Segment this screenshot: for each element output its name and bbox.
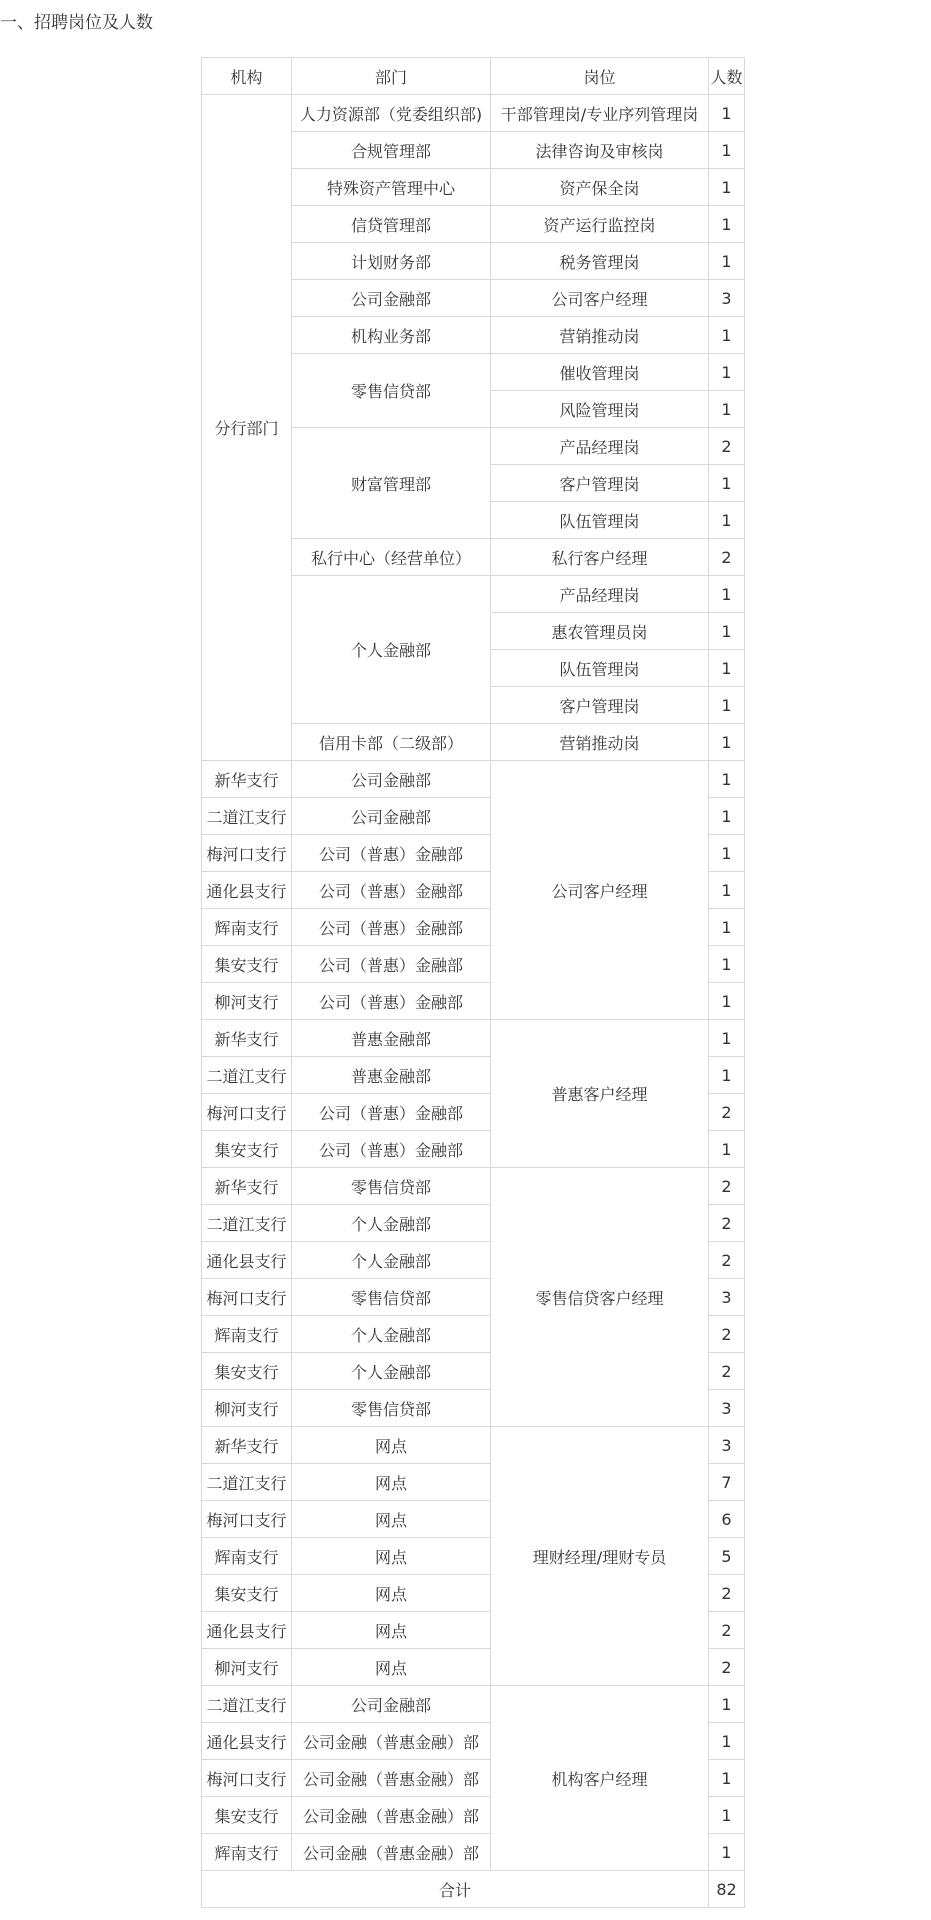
header-count: 人数	[709, 58, 745, 95]
cell-position: 营销推动岗	[491, 724, 709, 761]
cell-org: 通化县支行	[202, 1242, 292, 1279]
cell-position: 资产运行监控岗	[491, 206, 709, 243]
cell-dept: 公司金融部	[292, 798, 491, 835]
cell-org: 集安支行	[202, 946, 292, 983]
cell-position: 队伍管理岗	[491, 502, 709, 539]
cell-org: 梅河口支行	[202, 835, 292, 872]
cell-dept: 零售信贷部	[292, 1168, 491, 1205]
cell-count: 1	[709, 798, 745, 835]
cell-org: 二道江支行	[202, 1205, 292, 1242]
cell-org: 二道江支行	[202, 1464, 292, 1501]
cell-count: 1	[709, 724, 745, 761]
cell-position: 公司客户经理	[491, 761, 709, 1020]
cell-dept: 零售信贷部	[292, 354, 491, 428]
cell-position: 客户管理岗	[491, 465, 709, 502]
cell-count: 1	[709, 1760, 745, 1797]
cell-dept: 公司金融（普惠金融）部	[292, 1723, 491, 1760]
cell-position: 私行客户经理	[491, 539, 709, 576]
cell-count: 1	[709, 687, 745, 724]
header-dept: 部门	[292, 58, 491, 95]
cell-count: 1	[709, 317, 745, 354]
cell-position: 客户管理岗	[491, 687, 709, 724]
cell-org: 二道江支行	[202, 1057, 292, 1094]
cell-count: 2	[709, 1168, 745, 1205]
cell-count: 1	[709, 761, 745, 798]
cell-dept: 公司金融部	[292, 1686, 491, 1723]
table-row	[202, 1686, 745, 1723]
cell-count: 3	[709, 1427, 745, 1464]
cell-dept: 公司金融部	[292, 280, 491, 317]
cell-dept: 个人金融部	[292, 1205, 491, 1242]
cell-org: 辉南支行	[202, 1316, 292, 1353]
cell-count: 7	[709, 1464, 745, 1501]
cell-org: 辉南支行	[202, 909, 292, 946]
cell-count: 1	[709, 909, 745, 946]
cell-org: 通化县支行	[202, 872, 292, 909]
cell-org: 通化县支行	[202, 1723, 292, 1760]
cell-count: 1	[709, 650, 745, 687]
cell-count: 5	[709, 1538, 745, 1575]
cell-count: 1	[709, 983, 745, 1020]
cell-count: 2	[709, 1242, 745, 1279]
cell-count: 1	[709, 1686, 745, 1723]
cell-count: 1	[709, 206, 745, 243]
cell-dept: 私行中心（经营单位）	[292, 539, 491, 576]
cell-count: 1	[709, 1057, 745, 1094]
cell-org: 梅河口支行	[202, 1279, 292, 1316]
cell-count: 1	[709, 465, 745, 502]
cell-position: 产品经理岗	[491, 428, 709, 465]
cell-org: 集安支行	[202, 1353, 292, 1390]
cell-dept: 网点	[292, 1612, 491, 1649]
cell-count: 1	[709, 946, 745, 983]
cell-org: 梅河口支行	[202, 1760, 292, 1797]
cell-org: 二道江支行	[202, 798, 292, 835]
cell-dept: 零售信贷部	[292, 1390, 491, 1427]
header-position: 岗位	[491, 58, 709, 95]
cell-position: 惠农管理员岗	[491, 613, 709, 650]
cell-position: 零售信贷客户经理	[491, 1168, 709, 1427]
cell-count: 2	[709, 1612, 745, 1649]
cell-org: 梅河口支行	[202, 1094, 292, 1131]
cell-dept: 人力资源部（党委组织部)	[292, 95, 491, 132]
cell-count: 3	[709, 1390, 745, 1427]
cell-count: 2	[709, 1353, 745, 1390]
cell-org: 通化县支行	[202, 1612, 292, 1649]
cell-org: 集安支行	[202, 1131, 292, 1168]
cell-dept: 财富管理部	[292, 428, 491, 539]
cell-count: 2	[709, 1649, 745, 1686]
cell-dept: 公司（普惠）金融部	[292, 835, 491, 872]
cell-count: 6	[709, 1501, 745, 1538]
table-header-row	[202, 58, 745, 95]
cell-position: 催收管理岗	[491, 354, 709, 391]
cell-org: 集安支行	[202, 1575, 292, 1612]
cell-count: 1	[709, 835, 745, 872]
recruitment-table	[201, 57, 745, 1908]
cell-position: 普惠客户经理	[491, 1020, 709, 1168]
cell-dept: 网点	[292, 1501, 491, 1538]
cell-count: 2	[709, 539, 745, 576]
cell-dept: 网点	[292, 1649, 491, 1686]
cell-dept: 公司（普惠）金融部	[292, 872, 491, 909]
cell-count: 2	[709, 1094, 745, 1131]
cell-count: 1	[709, 502, 745, 539]
cell-count: 1	[709, 169, 745, 206]
cell-count: 1	[709, 95, 745, 132]
cell-position: 队伍管理岗	[491, 650, 709, 687]
cell-count: 1	[709, 1797, 745, 1834]
cell-dept: 特殊资产管理中心	[292, 169, 491, 206]
cell-count: 3	[709, 280, 745, 317]
cell-position: 资产保全岗	[491, 169, 709, 206]
cell-dept: 公司金融（普惠金融）部	[292, 1760, 491, 1797]
cell-count: 2	[709, 428, 745, 465]
cell-dept: 公司（普惠）金融部	[292, 909, 491, 946]
cell-dept: 信贷管理部	[292, 206, 491, 243]
cell-count: 1	[709, 1834, 745, 1871]
cell-dept: 个人金融部	[292, 1316, 491, 1353]
cell-dept: 普惠金融部	[292, 1057, 491, 1094]
cell-position: 公司客户经理	[491, 280, 709, 317]
table-body	[202, 95, 745, 1871]
table-row	[202, 1168, 745, 1205]
cell-org: 柳河支行	[202, 1649, 292, 1686]
table-row	[202, 1020, 745, 1057]
cell-dept: 公司金融（普惠金融）部	[292, 1797, 491, 1834]
cell-dept: 个人金融部	[292, 1242, 491, 1279]
cell-dept: 个人金融部	[292, 1353, 491, 1390]
cell-position: 营销推动岗	[491, 317, 709, 354]
cell-dept: 网点	[292, 1575, 491, 1612]
cell-org: 新华支行	[202, 761, 292, 798]
cell-count: 1	[709, 132, 745, 169]
cell-position: 理财经理/理财专员	[491, 1427, 709, 1686]
cell-count: 3	[709, 1279, 745, 1316]
cell-org: 辉南支行	[202, 1538, 292, 1575]
cell-dept: 公司（普惠）金融部	[292, 946, 491, 983]
cell-count: 2	[709, 1575, 745, 1612]
cell-org: 柳河支行	[202, 1390, 292, 1427]
cell-org: 新华支行	[202, 1168, 292, 1205]
cell-count: 1	[709, 1020, 745, 1057]
total-count: 82	[709, 1871, 745, 1908]
cell-count: 1	[709, 576, 745, 613]
cell-count: 1	[709, 1723, 745, 1760]
cell-org: 辉南支行	[202, 1834, 292, 1871]
cell-count: 2	[709, 1316, 745, 1353]
table-row	[202, 95, 745, 132]
cell-org: 梅河口支行	[202, 1501, 292, 1538]
cell-dept: 信用卡部（二级部）	[292, 724, 491, 761]
cell-dept: 公司（普惠）金融部	[292, 983, 491, 1020]
cell-position: 税务管理岗	[491, 243, 709, 280]
cell-org: 新华支行	[202, 1020, 292, 1057]
cell-position: 法律咨询及审核岗	[491, 132, 709, 169]
cell-dept: 公司金融（普惠金融）部	[292, 1834, 491, 1871]
header-org: 机构	[202, 58, 292, 95]
table-row	[202, 761, 745, 798]
cell-dept: 普惠金融部	[292, 1020, 491, 1057]
total-row	[202, 1871, 745, 1908]
table-row	[202, 1427, 745, 1464]
cell-org: 二道江支行	[202, 1686, 292, 1723]
cell-dept: 网点	[292, 1464, 491, 1501]
cell-count: 1	[709, 243, 745, 280]
cell-dept: 公司金融部	[292, 761, 491, 798]
cell-dept: 零售信贷部	[292, 1279, 491, 1316]
cell-position: 风险管理岗	[491, 391, 709, 428]
cell-position: 干部管理岗/专业序列管理岗	[491, 95, 709, 132]
cell-org: 分行部门	[202, 95, 292, 761]
cell-count: 2	[709, 1205, 745, 1242]
cell-dept: 计划财务部	[292, 243, 491, 280]
cell-count: 1	[709, 391, 745, 428]
total-label: 合计	[202, 1871, 709, 1908]
cell-dept: 个人金融部	[292, 576, 491, 724]
cell-org: 集安支行	[202, 1797, 292, 1834]
cell-org: 柳河支行	[202, 983, 292, 1020]
cell-org: 新华支行	[202, 1427, 292, 1464]
cell-dept: 公司（普惠）金融部	[292, 1131, 491, 1168]
cell-count: 1	[709, 354, 745, 391]
cell-count: 1	[709, 613, 745, 650]
cell-dept: 公司（普惠）金融部	[292, 1094, 491, 1131]
cell-count: 1	[709, 872, 745, 909]
cell-dept: 网点	[292, 1538, 491, 1575]
cell-dept: 机构业务部	[292, 317, 491, 354]
page-heading: 一、招聘岗位及人数	[0, 13, 153, 33]
cell-position: 机构客户经理	[491, 1686, 709, 1871]
cell-position: 产品经理岗	[491, 576, 709, 613]
cell-dept: 合规管理部	[292, 132, 491, 169]
cell-dept: 网点	[292, 1427, 491, 1464]
cell-count: 1	[709, 1131, 745, 1168]
